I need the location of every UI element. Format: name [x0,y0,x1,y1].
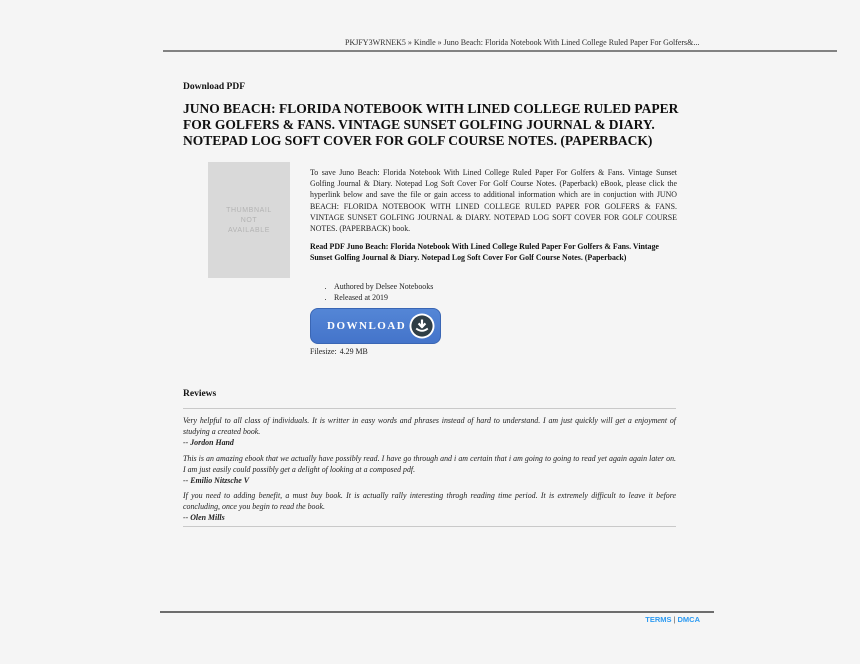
review-text: Very helpful to all class of individuals. It is writter in easy words and phrases instead of hard to understand. I am just quickly will get a enjoyment of studying a created book. [183,416,676,436]
review-author: -- Jordon Hand [183,438,234,448]
dmca-link[interactable]: DMCA [677,615,700,624]
download-icon [409,313,435,339]
filesize-text [310,347,368,356]
footer-link-separator: | [673,615,676,624]
book-thumbnail-placeholder [208,162,290,278]
read-pdf-paragraph: Read PDF Juno Beach: Florida Notebook With Lined College Ruled Paper For Golfers & Fans. Vintage Sunset Golfing Journal & Diary. Notepad Log Soft Cover For Golf Course Notes. (Paperback) [310,242,659,262]
review-item [183,454,676,487]
review-item [183,491,676,524]
book-meta-list [324,281,433,303]
review-author: -- Olen Mills [183,513,225,523]
reviews-divider-bottom [183,526,676,527]
review-text: If you need to adding benefit, a must buy book. It is actually rally interesting throgh reading time period. It is extremely difficult to leave it before concluding, once you begin to read the book. [183,491,676,511]
footer-links [160,615,700,624]
thumbnail-text-line: AVAILABLE [227,226,271,234]
download-pdf-label: Download PDF [183,82,246,92]
footer-divider [160,611,714,613]
page-title: JUNO BEACH: FLORIDA NOTEBOOK WITH LINED COLLEGE RULED PAPER FOR GOLFERS & FANS. VINTAGE SUNSET GOLFING JOURNAL & DIARY. NOTEPAD LOG SOFT COVER FOR GOLF COURSE NOTES. (PAPERBACK) [183,101,679,148]
list-item-author: • Authored by Delsee Notebooks [334,281,433,292]
terms-link[interactable]: TERMS [645,615,672,624]
intro-paragraph: To save Juno Beach: Florida Notebook With Lined College Ruled Paper For Golfers & Fans. Vintage Sunset Golfing Journal & Diary. Notepad Log Soft Cover For Golf Course Notes. (Paperback) eBook, please click the hyperlink below and save the file or gain access to additional information which are in conjuction with JUNO BEACH: FLORIDA NOTEBOOK WITH LINED COLLEGE RULED PAPER FOR GOLFERS & FANS. VINTAGE SUNSET GOLFING JOURNAL & DIARY. NOTEPAD LOG SOFT COVER FOR GOLF COURSE NOTES. (PAPERBACK) book. [310,168,677,234]
review-text: This is an amazing ebook that we actually have possibly read. I have go through and i am certain that i am going to going to read yet again again later on. I am just easily could possibly get a delight of looking at a composed pdf. [183,454,676,474]
list-item-released: • Released at 2019 [334,292,433,303]
reviews-heading: Reviews [183,389,217,399]
review-author: -- Emilio Nitzsche V [183,476,249,486]
breadcrumb-divider [163,50,837,52]
download-button-label: DOWNLOAD [327,320,407,332]
thumbnail-text-line: NOT [240,216,258,224]
reviews-divider-top [183,408,676,409]
filesize-label: Filesize: [310,347,337,356]
review-item [183,416,676,449]
breadcrumb[interactable]: PKJFY3WRNEK5 » Kindle » Juno Beach: Florida Notebook With Lined College Ruled Paper For Golfers&... [345,38,700,47]
thumbnail-text-line: THUMBNAIL [226,206,272,214]
filesize-value: 4.29 MB [339,347,368,356]
download-button[interactable] [310,308,441,344]
